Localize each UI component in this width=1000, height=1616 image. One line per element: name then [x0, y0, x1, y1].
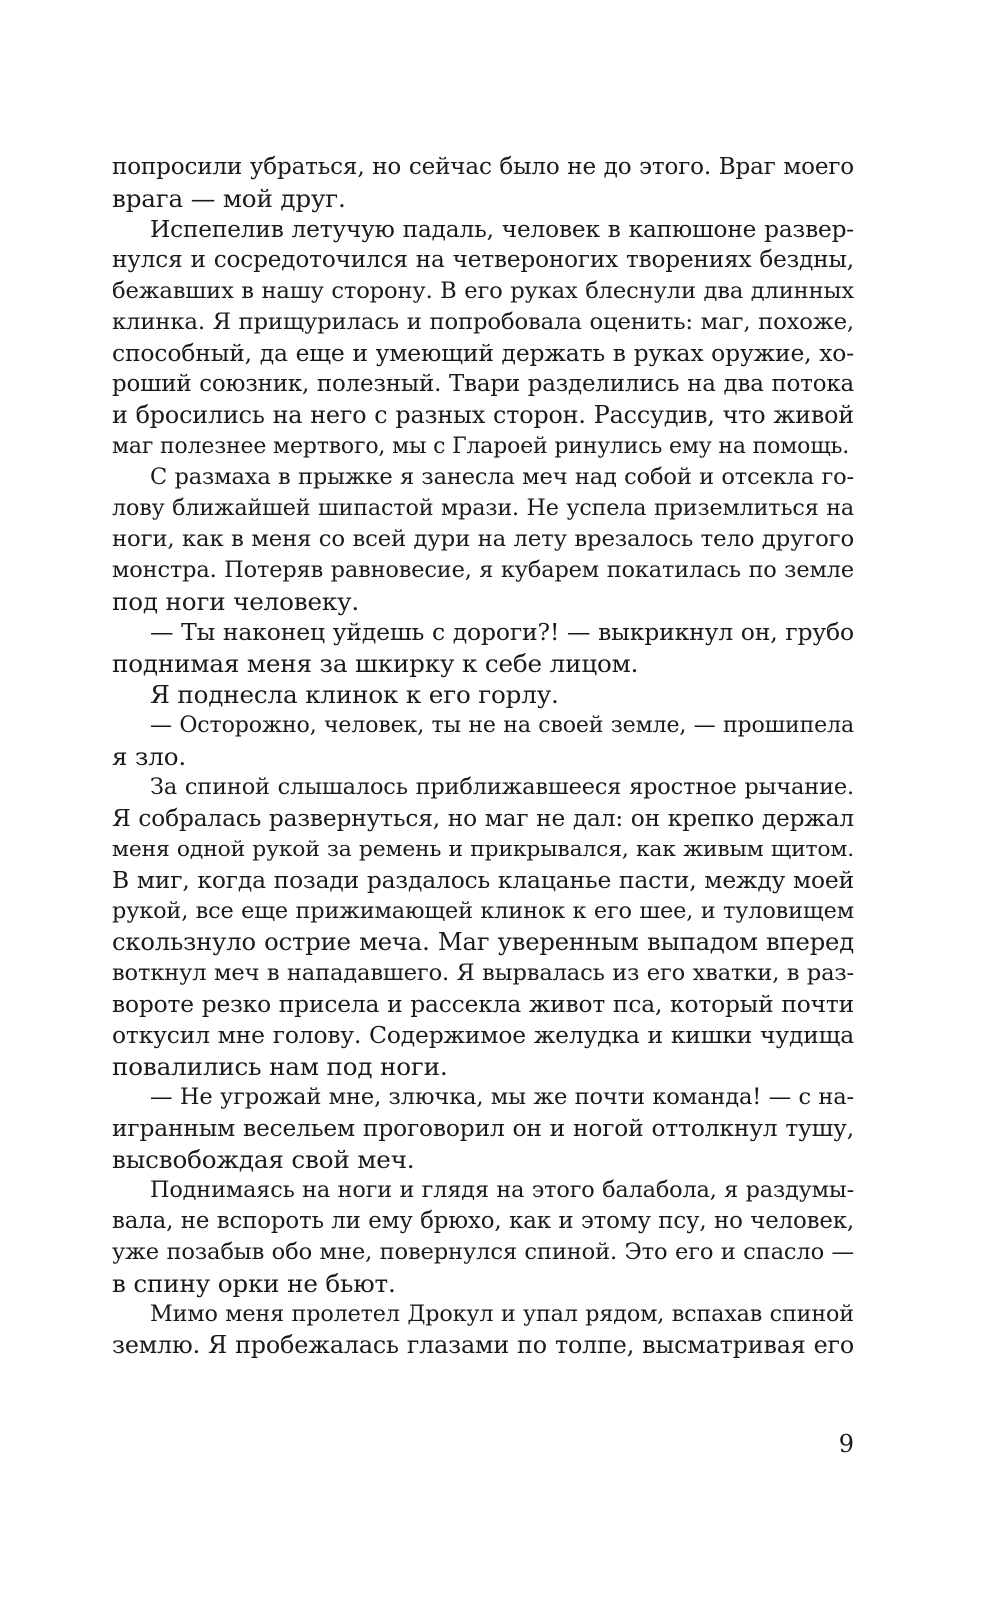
- text-line: откусил мне голову. Содержимое желудка и кишки чудища: [112, 1021, 854, 1049]
- text-line: монстра. Потеряв равновесие, я кубарем покатилась по земле: [112, 557, 854, 583]
- body-text: [112, 152, 854, 1361]
- text-line: нулся и сосредоточился на четвероногих творениях бездны,: [112, 247, 854, 273]
- text-line: Я поднесла клинок к его горлу.: [150, 680, 559, 709]
- text-line: — Осторожно, человек, ты не на своей земле, — прошипела: [150, 712, 854, 738]
- text-line: воткнул меч в нападавшего. Я вырвалась из его хватки, в раз-: [112, 960, 854, 986]
- text-line: Мимо меня пролетел Дрокул и упал рядом, вспахав спиной: [150, 1301, 854, 1327]
- text-line: — Ты наконец уйдешь с дороги?! — выкрикнул он, грубо: [150, 618, 854, 646]
- text-line: клинка. Я прищурилась и попробовала оценить: маг, похоже,: [112, 309, 854, 335]
- text-line: — Не угрожай мне, злючка, мы же почти команда! — с на-: [150, 1084, 854, 1110]
- page-number: 9: [838, 1430, 854, 1458]
- text-line: под ноги человеку.: [112, 587, 360, 616]
- text-line: скользнуло острие меча. Маг уверенным выпадом вперед: [112, 928, 854, 956]
- text-line: ноги, как в меня со всей дури на лету врезалось тело другого: [112, 526, 854, 552]
- text-line: Испепелив летучую падаль, человек в капюшоне развер-: [150, 216, 854, 243]
- text-line: я зло.: [112, 742, 187, 771]
- text-line: землю. Я пробежалась глазами по толпе, высматривая его: [112, 1331, 854, 1359]
- text-line: вороте резко присела и рассекла живот пса, который почти: [112, 991, 854, 1018]
- text-line: вала, не вспороть ли ему брюхо, как и этому псу, но человек,: [112, 1208, 854, 1234]
- text-line: врага — мой друг.: [112, 184, 346, 213]
- text-line: игранным весельем проговорил он и ногой оттолкнул тушу,: [112, 1115, 854, 1142]
- text-line: В миг, когда позади раздалось клацанье пасти, между моей: [112, 866, 854, 894]
- text-line: За спиной слышалось приближавшееся яростное рычание.: [150, 774, 854, 800]
- text-line: поднимая меня за шкирку к себе лицом.: [112, 649, 639, 678]
- text-line: высвобождая свой меч.: [112, 1145, 415, 1174]
- text-line: С размаха в прыжке я занесла меч над собой и отсекла го-: [150, 464, 854, 490]
- text-line: попросили убраться, но сейчас было не до этого. Враг моего: [112, 154, 854, 180]
- text-line: способный, да еще и умеющий держать в руках оружие, хо-: [112, 339, 854, 367]
- text-line: роший союзник, полезный. Твари разделились на два потока: [112, 371, 854, 397]
- text-line: лову ближайшей шипастой мрази. Не успела приземлиться на: [112, 495, 854, 521]
- text-line: Поднимаясь на ноги и глядя на этого балабола, я раздумы-: [150, 1177, 854, 1203]
- text-line: и бросились на него с разных сторон. Рассудив, что живой: [112, 401, 854, 429]
- text-line: бежавших в нашу сторону. В его руках блеснули два длинных: [112, 278, 854, 304]
- text-line: Я собралась развернуться, но маг не дал: он крепко держал: [112, 805, 854, 832]
- text-line: повалились нам под ноги.: [112, 1052, 448, 1081]
- text-line: рукой, все еще прижимающей клинок к его шее, и туловищем: [112, 898, 854, 924]
- text-line: в спину орки не бьют.: [112, 1269, 396, 1298]
- text-line: маг полезнее мертвого, мы с Глароей ринулись ему на помощь.: [112, 434, 850, 459]
- text-line: меня одной рукой за ремень и прикрывался, как живым щитом.: [112, 837, 854, 862]
- text-line: уже позабыв обо мне, повернулся спиной. Это его и спасло —: [112, 1239, 854, 1265]
